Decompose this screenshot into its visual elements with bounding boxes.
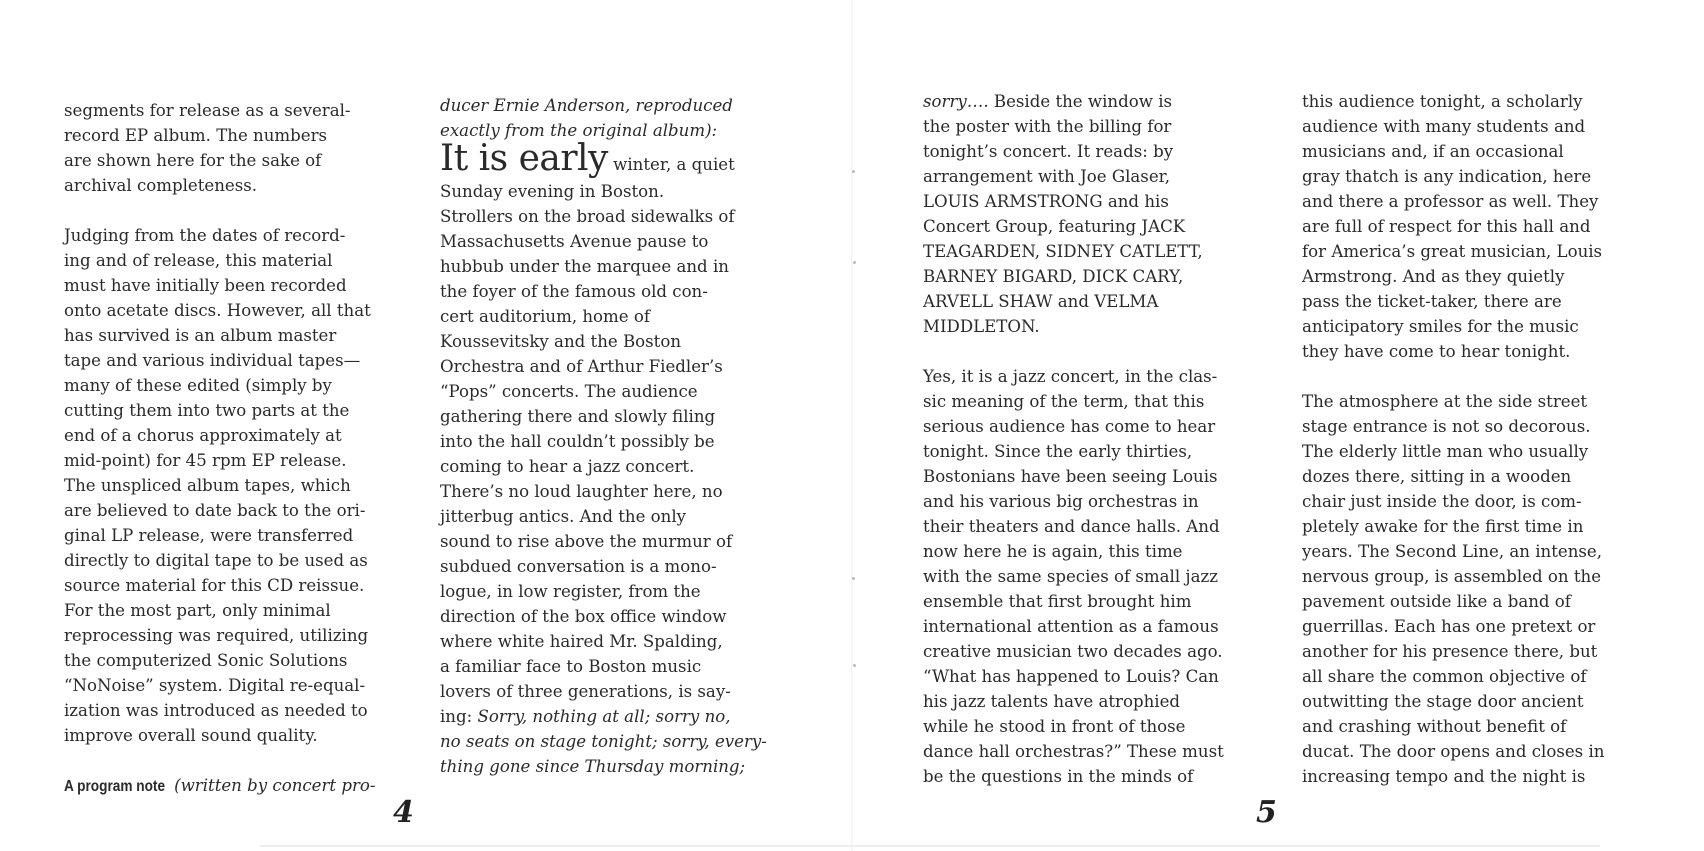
text-line: and his various big orchestras in (923, 492, 1199, 511)
text-line: directly to digital tape to be used as (64, 551, 368, 570)
column-1 (64, 98, 394, 798)
text-line: where white haired Mr. Spalding, (440, 632, 723, 651)
text-line: Massachusetts Avenue pause to (440, 232, 709, 251)
text-line: many of these edited (simply by (64, 376, 332, 395)
text-line: be the questions in the minds of (923, 767, 1194, 786)
text-line: Judging from the dates of record- (64, 226, 346, 245)
opening-words: It is early (440, 138, 608, 179)
text-line: serious audience has come to hear (923, 417, 1216, 436)
text-roman: ing: (440, 707, 478, 726)
text-line: they have come to hear tonight. (1302, 342, 1571, 361)
text-line: ing and of release, this material (64, 251, 333, 270)
text-line: ization was introduced as needed to (64, 701, 368, 720)
text-line: outwitting the stage door ancient (1302, 692, 1584, 711)
program-note-line (64, 773, 394, 798)
page-bottom-edge (260, 845, 1600, 847)
text-line: dozes there, sitting in a wooden (1302, 467, 1572, 486)
page-number-right: 5 (1256, 795, 1277, 830)
text-line: jitterbug antics. And the only (440, 507, 687, 526)
text-line: direction of the box office window (440, 607, 727, 626)
text-line: The unspliced album tapes, which (64, 476, 351, 495)
text-line: musicians and, if an occasional (1302, 142, 1564, 161)
text-line: onto acetate discs. However, all that (64, 301, 371, 320)
text-line: now here he is again, this time (923, 542, 1183, 561)
text-line: and crashing without benefit of (1302, 717, 1567, 736)
text-line: pavement outside like a band of (1302, 592, 1571, 611)
column-4 (1302, 89, 1642, 789)
text-line: Koussevitsky and the Boston (440, 332, 682, 351)
text-line: pass the ticket-taker, there are (1302, 292, 1562, 311)
text-line: The elderly little man who usually (1302, 442, 1589, 461)
text-line: source material for this CD reissue. (64, 576, 365, 595)
text-line: dance hall orchestras?” These must (923, 742, 1224, 761)
text-line: sic meaning of the term, that this (923, 392, 1205, 411)
text-line: cutting them into two parts at the (64, 401, 350, 420)
text-line: his jazz talents have atrophied (923, 692, 1181, 711)
text-italic: Sorry, nothing at all; sorry no, (477, 707, 731, 726)
text-line: segments for release as a several- (64, 101, 351, 120)
column-2 (440, 93, 780, 779)
text-line: nervous group, is assembled on the (1302, 567, 1602, 586)
text-line: all share the common objective of (1302, 667, 1587, 686)
text-line: pletely awake for the first time in (1302, 517, 1584, 536)
text-line: creative musician two decades ago. (923, 642, 1223, 661)
text-line: tape and various individual tapes— (64, 351, 361, 370)
text-line: record EP album. The numbers (64, 126, 328, 145)
text-line: hubbub under the marquee and in (440, 257, 729, 276)
text-line: For the most part, only minimal (64, 601, 331, 620)
column-3 (923, 89, 1253, 789)
text-roman: Beside the window is (988, 92, 1173, 111)
text-line: gray thatch is any indication, here (1302, 167, 1592, 186)
text-line: while he stood in front of those (923, 717, 1186, 736)
text-line: sound to rise above the murmur of (440, 532, 733, 551)
text-line: their theaters and dance halls. And (923, 517, 1220, 536)
scan-speck (853, 261, 856, 264)
text-line: “NoNoise” system. Digital re-equal- (64, 676, 366, 695)
text-line: There’s no loud laughter here, no (440, 482, 723, 501)
text-line: audience with many students and (1302, 117, 1586, 136)
text-line: a familiar face to Boston music (440, 657, 702, 676)
text-line: Strollers on the broad sidewalks of (440, 207, 735, 226)
text-line: ducer Ernie Anderson, reproduced (440, 96, 733, 115)
paragraph-break (64, 198, 394, 223)
text-line (440, 704, 780, 729)
text-line: subdued conversation is a mono- (440, 557, 717, 576)
text-line: has survived is an album master (64, 326, 337, 345)
program-note-italic: (written by concert pro- (174, 776, 376, 795)
text-line: guerrillas. Each has one pretext or (1302, 617, 1596, 636)
text-line: into the hall couldn’t possibly be (440, 432, 715, 451)
paragraph-break (64, 748, 394, 773)
paragraph-break (923, 339, 1253, 364)
text-line: increasing tempo and the night is (1302, 767, 1586, 786)
text-line: gathering there and slowly filing (440, 407, 716, 426)
text-line: stage entrance is not so decorous. (1302, 417, 1591, 436)
text-line: arrangement with Joe Glaser, (923, 167, 1171, 186)
text-line: lovers of three generations, is say- (440, 682, 731, 701)
text-line: with the same species of small jazz (923, 567, 1218, 586)
text-line: Bostonians have been seeing Louis (923, 467, 1218, 486)
text-line: international attention as a famous (923, 617, 1219, 636)
text-line: ducat. The door opens and closes in (1302, 742, 1605, 761)
text-line: are full of respect for this hall and (1302, 217, 1591, 236)
scan-speck (852, 170, 855, 173)
text-line: MIDDLETON. (923, 317, 1040, 336)
text-line: coming to hear a jazz concert. (440, 457, 695, 476)
text-line: reprocessing was required, utilizing (64, 626, 369, 645)
text-line: ARVELL SHAW and VELMA (923, 292, 1159, 311)
text-line: no seats on stage tonight; sorry, every- (440, 732, 767, 751)
text-line: this audience tonight, a scholarly (1302, 92, 1583, 111)
text-line (923, 89, 1253, 114)
text-line: another for his presence there, but (1302, 642, 1598, 661)
text-line: thing gone since Thursday morning; (440, 757, 746, 776)
text-line: tonight’s concert. It reads: by (923, 142, 1174, 161)
text-line: are shown here for the sake of (64, 151, 322, 170)
text-line: Armstrong. And as they quietly (1302, 267, 1565, 286)
paragraph-break (1302, 364, 1642, 389)
text-line: LOUIS ARMSTRONG and his (923, 192, 1169, 211)
text-line: mid-point) for 45 rpm EP release. (64, 451, 347, 470)
text-line: cert auditorium, home of (440, 307, 651, 326)
text-line: chair just inside the door, is com- (1302, 492, 1582, 511)
text-line: and there a professor as well. They (1302, 192, 1599, 211)
text-line: the computerized Sonic Solutions (64, 651, 348, 670)
opening-line (440, 138, 780, 179)
text-line: archival completeness. (64, 176, 258, 195)
text-line: the foyer of the famous old con- (440, 282, 708, 301)
page-number-left: 4 (393, 795, 414, 830)
program-note-heading: A program note (64, 778, 166, 795)
text-line: anticipatory smiles for the music (1302, 317, 1579, 336)
text-line: Concert Group, featuring JACK (923, 217, 1186, 236)
text-line: “What has happened to Louis? Can (923, 667, 1219, 686)
text-line: are believed to date back to the ori- (64, 501, 366, 520)
text-line: tonight. Since the early thirties, (923, 442, 1193, 461)
text-line: exactly from the original album): (440, 121, 718, 140)
text-line: must have initially been recorded (64, 276, 347, 295)
text-line: Orchestra and of Arthur Fiedler’s (440, 357, 723, 376)
text-line: improve overall sound quality. (64, 726, 318, 745)
text-line: BARNEY BIGARD, DICK CARY, (923, 267, 1184, 286)
text-line: the poster with the billing for (923, 117, 1172, 136)
text-line: ensemble that first brought him (923, 592, 1192, 611)
text-line: Sunday evening in Boston. (440, 182, 665, 201)
text-italic: sorry…. (923, 92, 989, 111)
text-line: “Pops” concerts. The audience (440, 382, 698, 401)
scan-speck (852, 577, 855, 580)
text-line: logue, in low register, from the (440, 582, 701, 601)
scan-speck (853, 664, 856, 667)
text-line: years. The Second Line, an intense, (1302, 542, 1603, 561)
text-line: TEAGARDEN, SIDNEY CATLETT, (923, 242, 1203, 261)
opening-rest: winter, a quiet (607, 155, 735, 174)
text-line: ginal LP release, were transferred (64, 526, 354, 545)
text-line: end of a chorus approximately at (64, 426, 342, 445)
text-line: The atmosphere at the side street (1302, 392, 1588, 411)
text-line: for America’s great musician, Louis (1302, 242, 1603, 261)
text-line: Yes, it is a jazz concert, in the clas- (923, 367, 1218, 386)
